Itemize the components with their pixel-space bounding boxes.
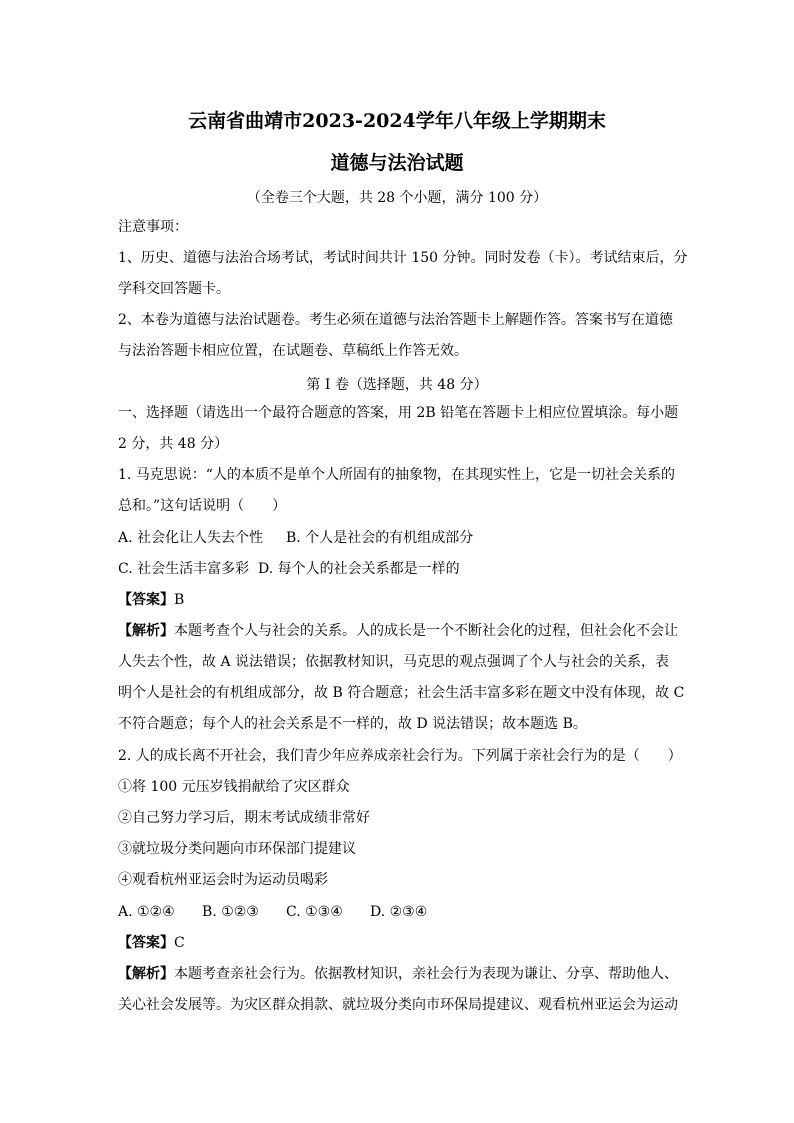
notes-item-2-line-1: 2、本卷为道德与法治试题卷。考生必须在道德与法治答题卡上解题作答。答案书写在道德	[118, 312, 673, 328]
q1-answer-value: B	[174, 592, 185, 608]
q1-analysis-line-2: 人失去个性，故 A 说法错误；依据教材知识，马克思的观点强调了个人与社会的关系，表	[118, 654, 670, 670]
q1-option-c: C. 社会生活丰富多彩	[118, 561, 250, 577]
q1-analysis-line-3: 明个人是社会的有机组成部分，故 B 符合题意；社会生活丰富多彩在题文中没有体现，故 C	[118, 685, 685, 701]
exam-subject-title: 道德与法治试题	[330, 152, 464, 174]
q1-analysis-line-4: 不符合题意；每个人的社会关系是不一样的，故 D 说法错误；故本题选 B。	[118, 716, 587, 732]
q1-stem-line-2: 总和。”这句话说明（ ）	[118, 498, 287, 514]
q1-analysis-line-1	[118, 623, 678, 639]
q2-options-row	[118, 904, 427, 920]
exam-scope-note: （全卷三个大题，共 28 个小题，满分 100 分）	[246, 190, 548, 206]
q2-option-b: B. ①②③	[202, 904, 259, 920]
q1-options-row-2	[118, 561, 460, 577]
q1-options-row-1	[118, 530, 473, 546]
section-heading: 第 I 卷（选择题，共 48 分）	[306, 377, 488, 393]
q1-option-d: D. 每个人的社会关系都是一样的	[258, 561, 460, 577]
q1-answer-label: 【答案】	[118, 592, 174, 608]
q2-analysis-text-1: 本题考查亲社会行为。依据教材知识，亲社会行为表现为谦让、分享、帮助他人、	[174, 966, 678, 982]
q1-option-b: B. 个人是社会的有机组成部分	[286, 530, 474, 546]
section-instruction-line-1: 一、选择题（请选出一个最符合题意的答案，用 2B 铅笔在答题卡上相应位置填涂。每小题	[118, 405, 679, 421]
q2-option-a: A. ①②④	[118, 904, 175, 920]
q1-stem-line-1: 1. 马克思说：“人的本质不是单个人所固有的抽象物，在其现实性上，它是一切社会关系的	[118, 467, 675, 483]
q2-answer	[118, 935, 185, 951]
q1-analysis-text-1: 本题考查个人与社会的关系。人的成长是一个不断社会化的过程，但社会化不会让	[174, 623, 678, 639]
q2-answer-label: 【答案】	[118, 935, 174, 951]
notes-heading: 注意事项：	[118, 219, 188, 235]
q2-item-3: ③就垃圾分类问题向市环保部门提建议	[118, 841, 356, 857]
q1-option-a: A. 社会化让人失去个性	[118, 530, 264, 546]
q2-option-d: D. ②③④	[370, 904, 428, 920]
q2-analysis-line-1	[118, 966, 678, 982]
q2-analysis-label: 【解析】	[118, 966, 174, 982]
q2-answer-value: C	[174, 935, 185, 951]
q2-stem-line-1: 2. 人的成长离不开社会，我们青少年应养成亲社会行为。下列属于亲社会行为的是（ ）	[118, 748, 682, 764]
q2-item-1: ①将 100 元压岁钱捐献给了灾区群众	[118, 779, 350, 795]
notes-item-2-line-2: 与法治答题卡相应位置，在试题卷、草稿纸上作答无效。	[118, 343, 468, 359]
q2-analysis-line-2: 关心社会发展等。为灾区群众捐款、就垃圾分类向市环保局提建议、观看杭州亚运会为运动	[118, 997, 678, 1013]
q2-option-c: C. ①③④	[286, 904, 343, 920]
notes-item-1-line-1: 1、历史、道德与法治合场考试，考试时间共计 150 分钟。同时发卷（卡）。考试结束后，分	[118, 250, 688, 266]
notes-item-1-line-2: 学科交回答题卡。	[118, 281, 230, 297]
q2-item-4: ④观看杭州亚运会时为运动员喝彩	[118, 872, 328, 888]
section-instruction-line-2: 2 分，共 48 分）	[118, 436, 229, 452]
q2-item-2: ②自己努力学习后，期末考试成绩非常好	[118, 810, 370, 826]
exam-title: 云南省曲靖市2023-2024学年八年级上学期期末	[188, 110, 606, 132]
q1-answer	[118, 592, 184, 608]
q1-analysis-label: 【解析】	[118, 623, 174, 639]
